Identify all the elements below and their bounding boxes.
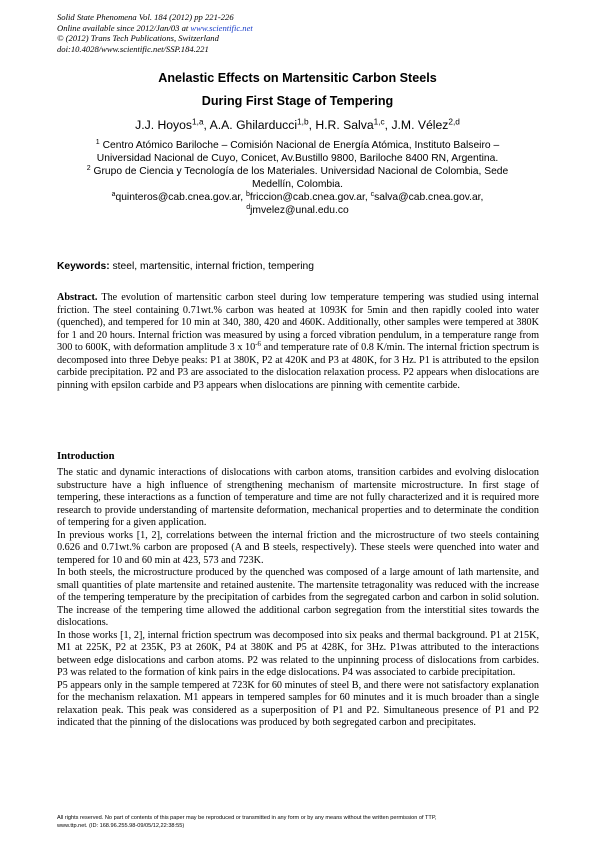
affiliation-1: $^1$ Centro Atómico Bariloche – Comisión Nacional de Energía Atómica, Instituto Balseiro – Universidad Nacional de Cuyo, Conicet, Av.Bustillo 9800, Bariloche 8400 RN, Argentina.: [95, 139, 500, 164]
journal-header: [57, 12, 253, 54]
doi-line: doi:10.4028/www.scientific.net/SSP.184.221: [57, 43, 209, 54]
affiliation-2: $^2$ Grupo de Ciencia y Tecnología de los Materiales. Universidad Nacional de Colombia, Sede Medellín, Colombia.: [86, 165, 509, 190]
paper-title-line-2: During First Stage of Tempering: [201, 94, 394, 108]
paragraph: The static and dynamic interactions of dislocations with carbon atoms, transition carbides and evolving dislocation substructure have a high influence of strengthening mechanism of martensite microstructure. In first stage of tempering, these interactions as a function of temperature and time are not fully characterized and it is required more research to provide understanding of martensite deformation, mechanical properties and to determinate the condition of tempering for a given application.: [57, 467, 539, 528]
email-list: $^a$quinteros@cab.cnea.gov.ar, $^b$friccion@cab.cnea.gov.ar, $^c$salva@cab.cnea.gov.ar, $^d$jmvelez@unal.edu.co: [111, 191, 484, 216]
introduction-body: [57, 467, 539, 730]
email[interactable]: $^a$quinteros@cab.cnea.gov.ar: [111, 191, 241, 203]
paragraph: P5 appears only in the sample tempered at 723K for 60 minutes of steel B, and there were not satisfactory explanation for the mechanism relaxation. M1 appears in tempered samples for 60 minutes and it is much broader than a single relaxation peak. This peak was considered as a superposition of P1 and P2. Simultaneous presence of P1 and P2 indicated that the pinning of the dislocations was produced by both segregated carbon and precipitates.: [57, 679, 539, 728]
paper-title-line-1: Anelastic Effects on Martensitic Carbon Steels: [158, 71, 437, 85]
email[interactable]: $^d$jmvelez@unal.edu.co: [246, 204, 349, 216]
abstract: Abstract. The evolution of martensitic carbon steel during low temperature tempering was studied using internal friction. The steel containing 0.71wt.% carbon was heated at 1093K for 5min and then rapidly cooled into water (quenched), and tempered for 10 min at 340, 380, 420 and 460K. Additionally, other samples were tempered at 380K for 1 and 20 hours. Internal friction was measured by using a forced vibration pendulum, in a temperature range from 300 to 600K, with deformation amplitude 3 x $10^{-6}$ and temperature rate of 0.8 K/min. The internal friction spectrum is decomposed into three Debye peaks: P1 at 380K, P2 at 420K and P3 at 480K, for 3 Hz. P1 is attributed to the epsilon carbide precipitation. P2 and P3 are associated to the dislocation relaxation process. P2 appears when dislocations are pinning with epsilon carbide and P3 appears when dislocations are pinning with cementite carbide.: [57, 292, 539, 391]
author: H.R. Salva$^{1,c}$,: [315, 116, 392, 132]
section-heading-introduction: Introduction: [57, 451, 115, 462]
paragraph: In both steels, the microstructure produced by the quenched was composed of a large amount of lath martensite, and small quantities of plate martensite and retained austenite. The martensite tetragonality was reduced with the increase of the tempering temperature by the precipitation of carbides from the segregated carbon and carbon in solid solution. The increase of the tempering time allowed the additional carbon segregation from the interstitial sites towards the dislocations.: [57, 567, 539, 628]
keywords: [57, 261, 314, 272]
abstract-label: Abstract.: [57, 292, 98, 303]
online-date: Online available since 2012/Jan/03 at www.scientific.net: [57, 22, 253, 33]
author: A.A. Ghilarducci$^{1,b}$,: [209, 116, 316, 132]
rights-footer: All rights reserved. No part of contents of this paper may be reproduced or transmitted in any form or by any means without the written permission of TTP, www.ttp.net. (ID: 168.96.255.98-09/05/12,22:38:55): [57, 815, 437, 829]
keywords-text: steel, martensitic, internal friction, tempering: [109, 261, 314, 272]
paragraph: In previous works [1, 2], correlations between the internal friction and the microstructure of two steels containing 0.626 and 0.71wt.% carbon are proposed (A and B steels, respectively). These steels were quenched into water and tempered for 10 and 60 min at 423, 573 and 723K.: [57, 529, 539, 566]
paragraph: In those works [1, 2], internal friction spectrum was decomposed into six peaks and thermal background. P1 at 215K, M1 at 225K, P2 at 235K, P3 at 260K, P4 at 380K and P5 at 428K, for 3Hz. P1was attributed to the interactions between edge dislocations and carbon atoms. P2 was related to the unpinning process of dislocations from carbides. P3 was related to the formation of kink pairs in the edge dislocations. P4 was associated to carbide precipitation.: [57, 629, 539, 678]
author: J.M. Vélez$^{2,d}$: [391, 116, 460, 132]
author: J.J. Hoyos$^{1,a}$,: [135, 116, 210, 132]
author-list: [40, 118, 555, 132]
email[interactable]: $^b$friccion@cab.cnea.gov.ar: [245, 191, 365, 203]
email[interactable]: $^c$salva@cab.cnea.gov.ar: [370, 191, 481, 203]
scientific-net-link[interactable]: www.scientific.net: [190, 22, 253, 33]
copyright-line: © (2012) Trans Tech Publications, Switzerland: [57, 33, 219, 43]
keywords-label: Keywords:: [57, 261, 110, 272]
journal-citation: Solid State Phenomena Vol. 184 (2012) pp 221-226: [57, 12, 234, 22]
